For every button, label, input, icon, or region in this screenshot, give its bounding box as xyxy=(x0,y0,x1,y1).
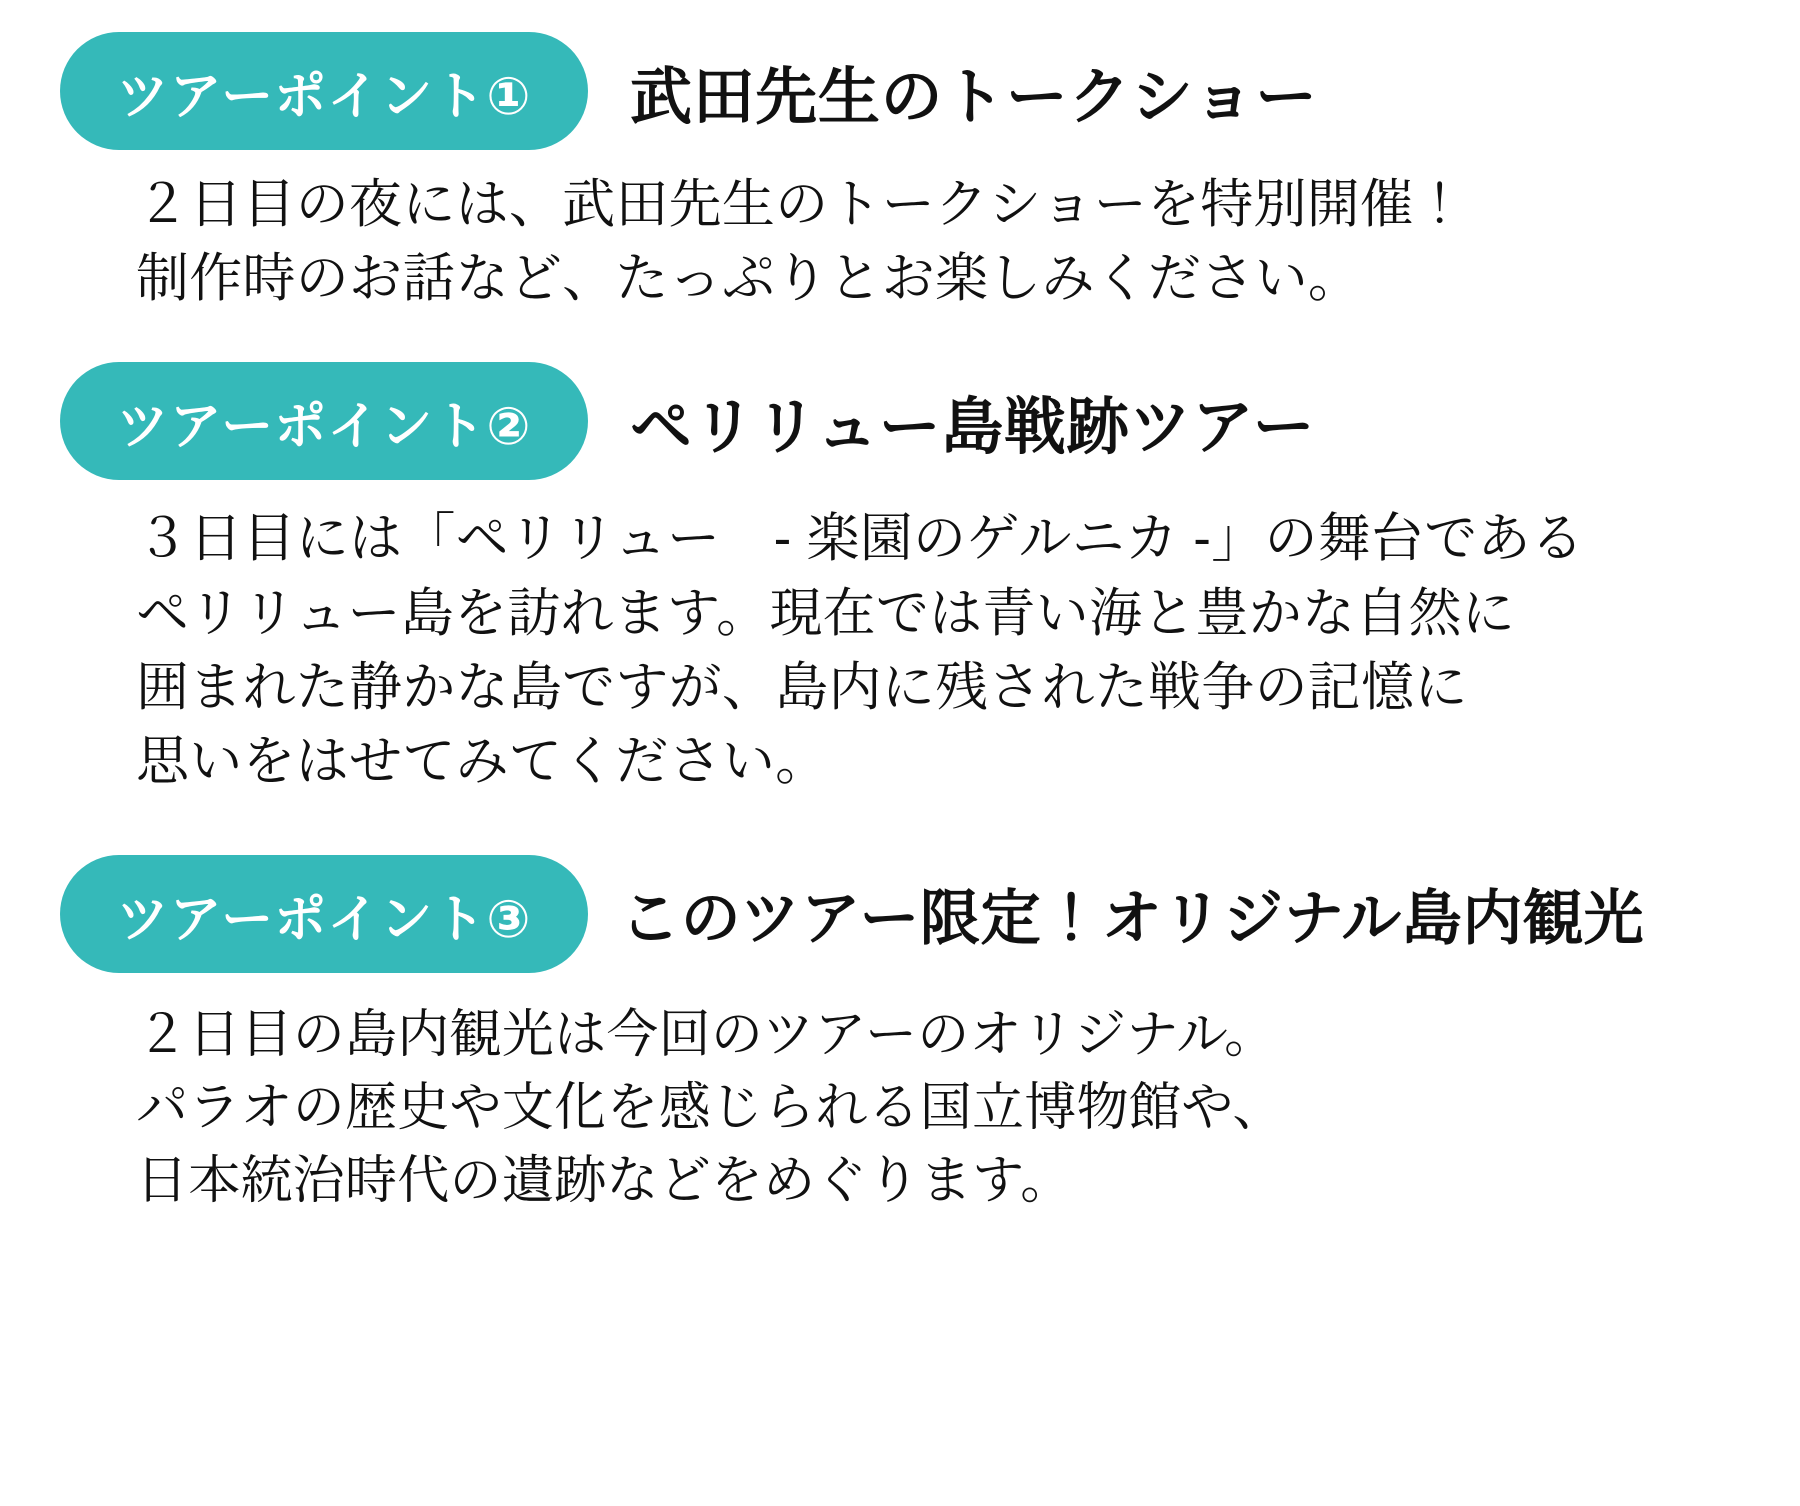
body-line: 制作時のお話など、たっぷりとお楽しみください。 xyxy=(136,249,1362,309)
body-line: ペリリュー島を訪れます。現在では青い海と豊かな自然に xyxy=(136,583,1516,643)
tour-point-body-2 xyxy=(136,502,1760,799)
tour-point-title-3: このツアー限定！オリジナル島内観光 xyxy=(620,885,1645,953)
body-line: ２日目の島内観光は今回のツアーのオリジナル。 xyxy=(136,1006,1277,1065)
tour-point-badge-2: ツアーポイント② xyxy=(60,362,588,480)
body-line: 囲まれた静かな島ですが、島内に残された戦争の記憶に xyxy=(136,657,1468,717)
tour-point-body-1 xyxy=(136,168,1760,316)
tour-point-section-1 xyxy=(40,32,1760,316)
tour-point-title-1: 武田先生のトークショー xyxy=(630,62,1318,132)
tour-point-heading-1 xyxy=(40,32,1760,150)
tour-point-section-2 xyxy=(40,362,1760,799)
tour-point-badge-1: ツアーポイント① xyxy=(60,32,588,150)
tour-point-heading-3 xyxy=(40,855,1760,973)
body-line: ２日目の夜には、武田先生のトークショーを特別開催！ xyxy=(136,175,1467,234)
tour-point-body-3 xyxy=(136,999,1760,1217)
body-line: パラオの歴史や文化を感じられる国立博物館や、 xyxy=(136,1078,1285,1137)
tour-point-heading-2 xyxy=(40,362,1760,480)
body-line: ３日目には「ペリリュー - 楽園のゲルニカ -」の舞台である xyxy=(136,509,1585,569)
body-line: 思いをはせてみてください。 xyxy=(136,731,829,791)
body-line: 日本統治時代の遺跡などをめぐります。 xyxy=(136,1151,1073,1210)
tour-point-title-2: ペリリュー島戦跡ツアー xyxy=(630,392,1316,462)
tour-point-badge-3: ツアーポイント③ xyxy=(60,855,588,973)
tour-point-section-3 xyxy=(40,855,1760,1217)
